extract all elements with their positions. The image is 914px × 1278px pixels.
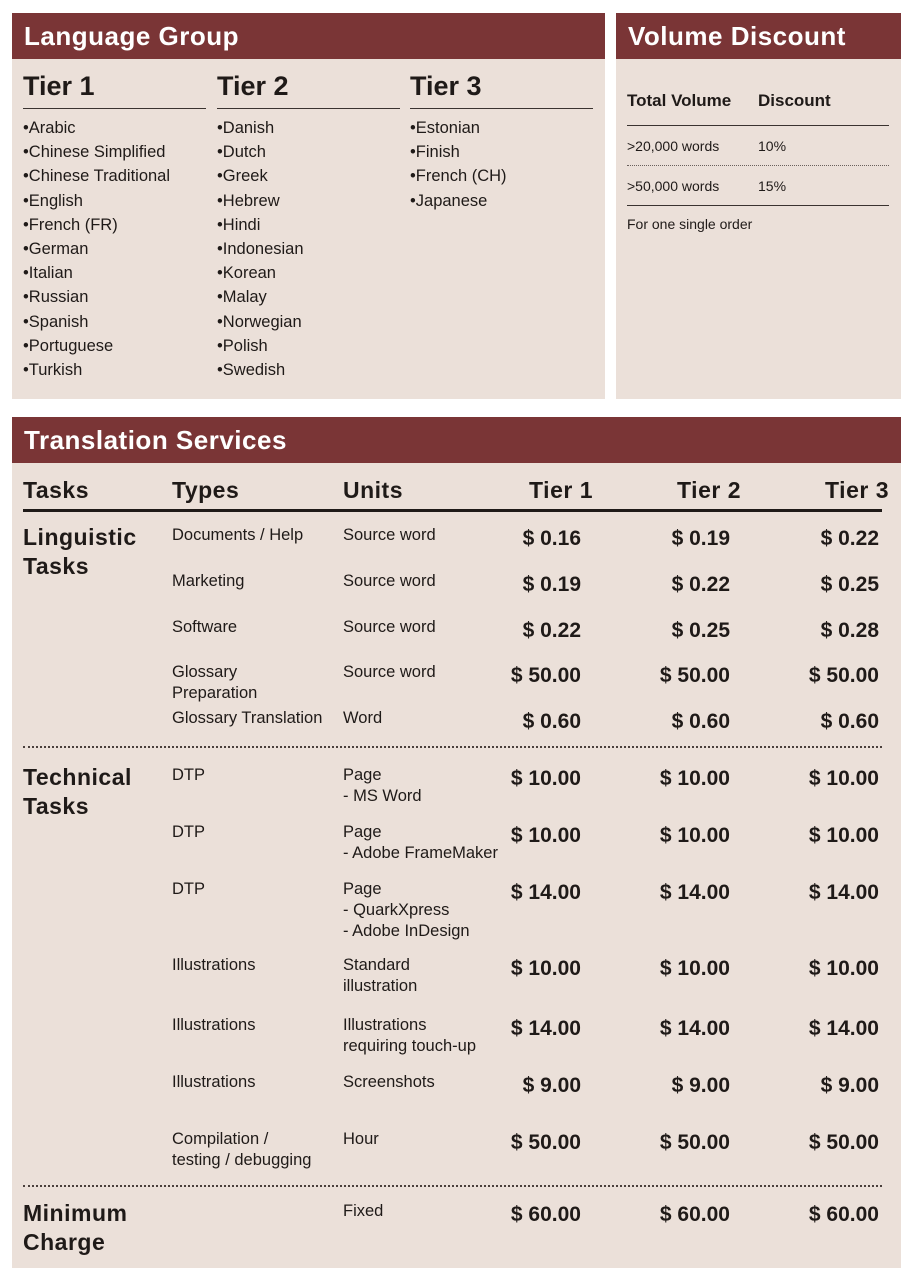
service-row [12,1015,900,1055]
service-row [12,1201,900,1226]
price-tier-1: $ 10.00 [510,957,581,980]
service-unit: Page - QuarkXpress - Adobe InDesign [343,880,470,940]
service-row [12,1072,900,1097]
header-units: Units [343,477,403,503]
price-tier-2: $ 14.00 [659,881,730,904]
language-item: •Greek [217,167,268,186]
price-tier-3: $ 14.00 [808,881,879,904]
tier-3-column [410,71,593,213]
price-tier-1: $ 10.00 [510,824,581,847]
task-group-label: Minimum Charge [23,1200,128,1255]
service-row [12,1129,900,1169]
service-row [12,822,900,862]
task-group-label: Linguistic Tasks [23,524,137,579]
tier-1-column [23,71,206,382]
language-item: •Hebrew [217,191,280,210]
price-tier-3: $ 10.00 [808,957,879,980]
price-tier-2: $ 10.00 [659,824,730,847]
service-type: Illustrations [172,1073,256,1091]
service-row [12,955,900,995]
price-tier-3: $ 0.28 [820,619,879,642]
service-type: Illustrations [172,1016,256,1034]
tier-title: Tier 1 [23,71,206,109]
translation-services-title: Translation Services [12,417,901,463]
service-type: Software [172,618,238,636]
language-item: •Chinese Traditional [23,167,171,186]
price-tier-1: $ 50.00 [510,1131,581,1154]
discount-row [627,126,889,166]
price-tier-3: $ 10.00 [808,767,879,790]
price-tier-1: $ 10.00 [510,767,581,790]
dotted-divider [23,1185,882,1187]
language-item: •Dutch [217,143,266,162]
service-type: Compilation / testing / debugging [172,1130,312,1169]
price-tier-1: $ 60.00 [510,1203,581,1226]
service-row [12,571,900,596]
service-unit: Fixed [343,1202,384,1220]
discount-note: For one single order [627,216,753,232]
price-tier-1: $ 0.60 [522,710,581,733]
price-tier-2: $ 0.25 [671,619,730,642]
service-unit: Page - MS Word [343,766,422,805]
language-item: •Estonian [410,119,480,137]
language-item: •Danish [217,119,275,137]
header-discount: Discount [758,91,831,110]
header-total-volume: Total Volume [627,91,732,110]
dotted-divider [23,746,882,748]
service-unit: Source word [343,663,436,681]
discount-value: 10% [758,138,787,154]
header-tier-2: Tier 2 [677,477,741,503]
volume-discount-title: Volume Discount [616,13,901,59]
language-group-panel [12,13,605,399]
header-types: Types [172,477,240,503]
language-item: •Korean [217,264,276,283]
language-item: •Malay [217,288,267,307]
price-tier-2: $ 60.00 [659,1203,730,1226]
service-row [12,708,900,733]
price-tier-2: $ 14.00 [659,1017,730,1040]
price-tier-1: $ 0.22 [522,619,581,642]
price-tier-2: $ 9.00 [671,1074,730,1097]
language-item: •Russian [23,288,89,307]
language-item: •Arabic [23,119,76,137]
language-item: •Norwegian [217,312,302,331]
service-type: Glossary Preparation [172,663,258,702]
language-list [23,116,206,382]
price-tier-3: $ 0.22 [820,527,879,550]
header-tier-3: Tier 3 [825,477,889,503]
price-tier-3: $ 10.00 [808,824,879,847]
price-tier-3: $ 0.60 [820,710,879,733]
language-item: •Chinese Simplified [23,143,166,162]
price-tier-2: $ 50.00 [659,664,730,687]
header-tasks: Tasks [23,477,90,503]
service-type: DTP [172,880,205,898]
price-tier-1: $ 50.00 [510,664,581,687]
price-tier-2: $ 0.60 [671,710,730,733]
task-group-label: Technical Tasks [23,764,132,819]
service-row [12,879,900,940]
language-item: •English [23,191,83,210]
language-item: •Indonesian [217,239,304,258]
service-unit: Word [343,709,383,727]
tier-title: Tier 2 [217,71,400,109]
price-tier-3: $ 50.00 [808,664,879,687]
price-tier-3: $ 0.25 [820,573,879,596]
service-type: Glossary Translation [172,709,323,727]
language-item: •Japanese [410,191,488,210]
service-row [12,617,900,642]
language-item: •Polish [217,336,268,355]
service-unit: Source word [343,526,436,544]
language-item: •Turkish [23,360,83,379]
discount-row [627,166,889,206]
service-unit: Hour [343,1130,379,1148]
tier-title: Tier 3 [410,71,593,109]
translation-services-panel [12,417,901,1268]
service-row [12,662,900,702]
price-tier-2: $ 10.00 [659,767,730,790]
service-unit: Illustrations requiring touch-up [343,1016,476,1055]
service-type: DTP [172,766,205,784]
discount-value: 15% [758,178,787,194]
price-tier-2: $ 0.19 [671,527,730,550]
service-unit: Page - Adobe FrameMaker [343,823,498,862]
service-row [12,525,900,550]
language-item: •Spanish [23,312,89,331]
header-tier-1: Tier 1 [529,477,593,503]
price-tier-1: $ 0.19 [522,573,581,596]
service-type: Marketing [172,572,245,590]
price-tier-1: $ 14.00 [510,1017,581,1040]
tier-2-column [217,71,400,382]
volume-discount-header [627,89,889,126]
price-tier-3: $ 50.00 [808,1131,879,1154]
language-item: •French (CH) [410,167,507,186]
service-unit: Standard illustration [343,956,418,995]
language-item: •Finish [410,143,460,162]
volume-discount-panel [616,13,901,399]
price-tier-2: $ 0.22 [671,573,730,596]
language-item: •Italian [23,264,73,283]
language-list [217,116,400,382]
service-unit: Source word [343,572,436,590]
service-type: Illustrations [172,956,256,974]
language-group-title: Language Group [12,13,605,59]
language-item: •French (FR) [23,215,118,234]
price-tier-1: $ 14.00 [510,881,581,904]
service-unit: Screenshots [343,1073,435,1091]
language-item: •Swedish [217,360,286,379]
service-unit: Source word [343,618,436,636]
language-item: •German [23,239,89,258]
price-tier-3: $ 14.00 [808,1017,879,1040]
volume-value: >50,000 words [627,178,720,194]
language-item: •Portuguese [23,336,114,355]
language-item: •Hindi [217,215,261,234]
language-list [410,116,593,213]
price-tier-1: $ 0.16 [522,527,581,550]
service-type: Documents / Help [172,526,304,544]
price-tier-1: $ 9.00 [522,1074,581,1097]
services-table-header [23,475,889,512]
volume-value: >20,000 words [627,138,720,154]
price-tier-3: $ 60.00 [808,1203,879,1226]
price-tier-2: $ 50.00 [659,1131,730,1154]
price-tier-2: $ 10.00 [659,957,730,980]
price-tier-3: $ 9.00 [820,1074,879,1097]
service-type: DTP [172,823,205,841]
